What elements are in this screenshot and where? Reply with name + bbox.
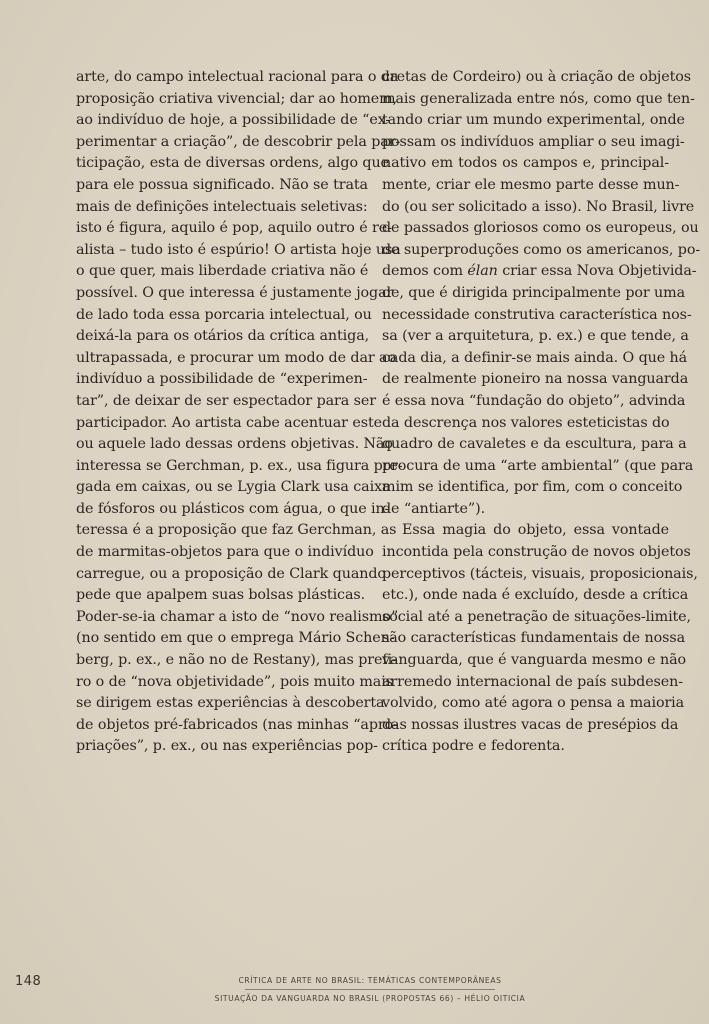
text-line: de superproduções como os americanos, po- (382, 241, 701, 258)
text-line: mais de definições intelectuais seletivas: (76, 198, 368, 215)
text-line: deixá-la para os otários da crítica antiga, (76, 328, 370, 345)
text-line: mais generalizada entre nós, como que ten- (382, 90, 695, 107)
text-line: isto é figura, aquilo é pop, aquilo outro é re- (76, 220, 392, 237)
text-line: procura de uma “arte ambiental” (que para (382, 457, 694, 474)
text-line: berg, p. ex., e não no de Restany), mas prefi- (76, 652, 397, 669)
text-line: social até a penetração de situações-limite, (382, 608, 691, 625)
text-line: (no sentido em que o emprega Mário Schen- (76, 630, 395, 647)
text-line: priações”, p. ex., ou nas experiências pop- (76, 738, 378, 755)
text-line: demos com élan criar essa Nova Objetivida- (382, 263, 697, 280)
right-text-column (382, 67, 701, 758)
text-line: de objetos pré-fabricados (nas minhas “apro- (76, 716, 398, 733)
text-line: mim se identifica, por fim, com o conceito (382, 479, 683, 496)
text-line: sa (ver a arquitetura, p. ex.) e que tende, a (382, 328, 689, 345)
text-line: ultrapassada, e procurar um modo de dar ao (76, 349, 396, 366)
text-line: possam os indivíduos ampliar o seu imagi- (382, 133, 685, 150)
text-line: de “antiarte”). (382, 500, 486, 517)
text-line: do (ou ser solicitado a isso). No Brasil, livre (382, 198, 695, 215)
text-line: interessa se Gerchman, p. ex., usa figura pre- (76, 457, 403, 474)
text-line: etc.), onde nada é excluído, desde a crítica (382, 587, 689, 604)
text-line: de fósforos ou plásticos com água, o que in- (76, 500, 390, 517)
text-line: de lado toda essa porcaria intelectual, ou (76, 306, 372, 323)
text-line: indivíduo a possibilidade de “experimen- (76, 371, 368, 388)
footer-book-title: CRÍTICA DE ARTE NO BRASIL: TEMÁTICAS CONTEMPORÂNEAS (238, 976, 502, 985)
text-line: para ele possua significado. Não se trata (76, 176, 368, 193)
text-line: Essa magia do objeto, essa vontade (402, 522, 669, 539)
page-number: 148 (15, 974, 42, 989)
text-line: de, que é dirigida principalmente por uma (382, 284, 686, 301)
text-line: ticipação, esta de diversas ordens, algo que (76, 155, 389, 172)
text-line: perceptivos (tácteis, visuais, proposicionais, (382, 565, 698, 582)
text-line: ao indivíduo de hoje, a possibilidade de “ex- (76, 112, 391, 129)
text-line: proposição criativa vivencial; dar ao homem, (76, 90, 398, 107)
text-line: tar”, de deixar de ser espectador para ser (76, 392, 376, 409)
text-line: gada em caixas, ou se Lygia Clark usa caixa (76, 479, 391, 496)
text-line: carregue, ou a proposição de Clark quando (76, 565, 386, 582)
text-line: mente, criar ele mesmo parte desse mun- (382, 176, 680, 193)
text-line: alista – tudo isto é espúrio! O artista hoje usa (76, 241, 401, 258)
text-line: perimentar a criação”, de descobrir pela par- (76, 133, 401, 150)
text-line: quadro de cavaletes e da escultura, para a (382, 436, 687, 453)
text-line: arremedo internacional de país subdesen- (382, 673, 683, 690)
text-line: Poder-se-ia chamar a isto de “novo realismo” (76, 608, 399, 625)
text-line: pede que apalpem suas bolsas plásticas. (76, 587, 366, 604)
text-line: cada dia, a definir-se mais ainda. O que há (382, 349, 688, 366)
text-line: crítica podre e fedorenta. (382, 738, 565, 755)
text-line: é essa nova “fundação do objeto”, advinda (382, 392, 686, 409)
text-line: participador. Ao artista cabe acentuar este (76, 414, 382, 431)
text-line: tando criar um mundo experimental, onde (382, 112, 685, 129)
text-line: se dirigem estas experiências à descoberta (76, 695, 385, 712)
footer-chapter-title: SITUAÇÃO DA VANGUARDA NO BRASIL (PROPOSTAS 66) – HÉLIO OITICIA (214, 994, 526, 1003)
left-text-column (76, 67, 403, 758)
text-line: teressa é a proposição que faz Gerchman, as (76, 522, 397, 539)
text-line: incontida pela construção de novos objetos (382, 544, 691, 561)
text-line: das nossas ilustres vacas de presépios da (382, 716, 679, 733)
text-line: ro o de “nova objetividade”, pois muito mais (76, 673, 393, 690)
text-line: volvido, como até agora o pensa a maioria (382, 695, 685, 712)
text-line: cretas de Cordeiro) ou à criação de objetos (382, 69, 691, 85)
text-line: de marmitas-objetos para que o indivíduo (76, 544, 374, 561)
running-footer (200, 974, 540, 1006)
text-line: de realmente pioneiro na nossa vanguarda (382, 371, 689, 388)
text-line: da descrença nos valores esteticistas do (382, 414, 670, 431)
text-line: de passados gloriosos como os europeus, ou (382, 220, 699, 237)
footer-divider (245, 989, 495, 990)
text-line: possível. O que interessa é justamente jogar (76, 284, 394, 301)
text-line: o que quer, mais liberdade criativa não é (76, 263, 369, 280)
text-line: nativo em todos os campos e, principal- (382, 155, 669, 172)
text-line: vanguarda, que é vanguarda mesmo e não (382, 652, 687, 669)
text-line: necessidade construtiva característica nos- (382, 306, 692, 323)
text-line: ou aquele lado dessas ordens objetivas. Não (76, 436, 393, 453)
text-line: arte, do campo intelectual racional para o da (76, 69, 399, 85)
text-line: são características fundamentais de nossa (382, 630, 685, 647)
